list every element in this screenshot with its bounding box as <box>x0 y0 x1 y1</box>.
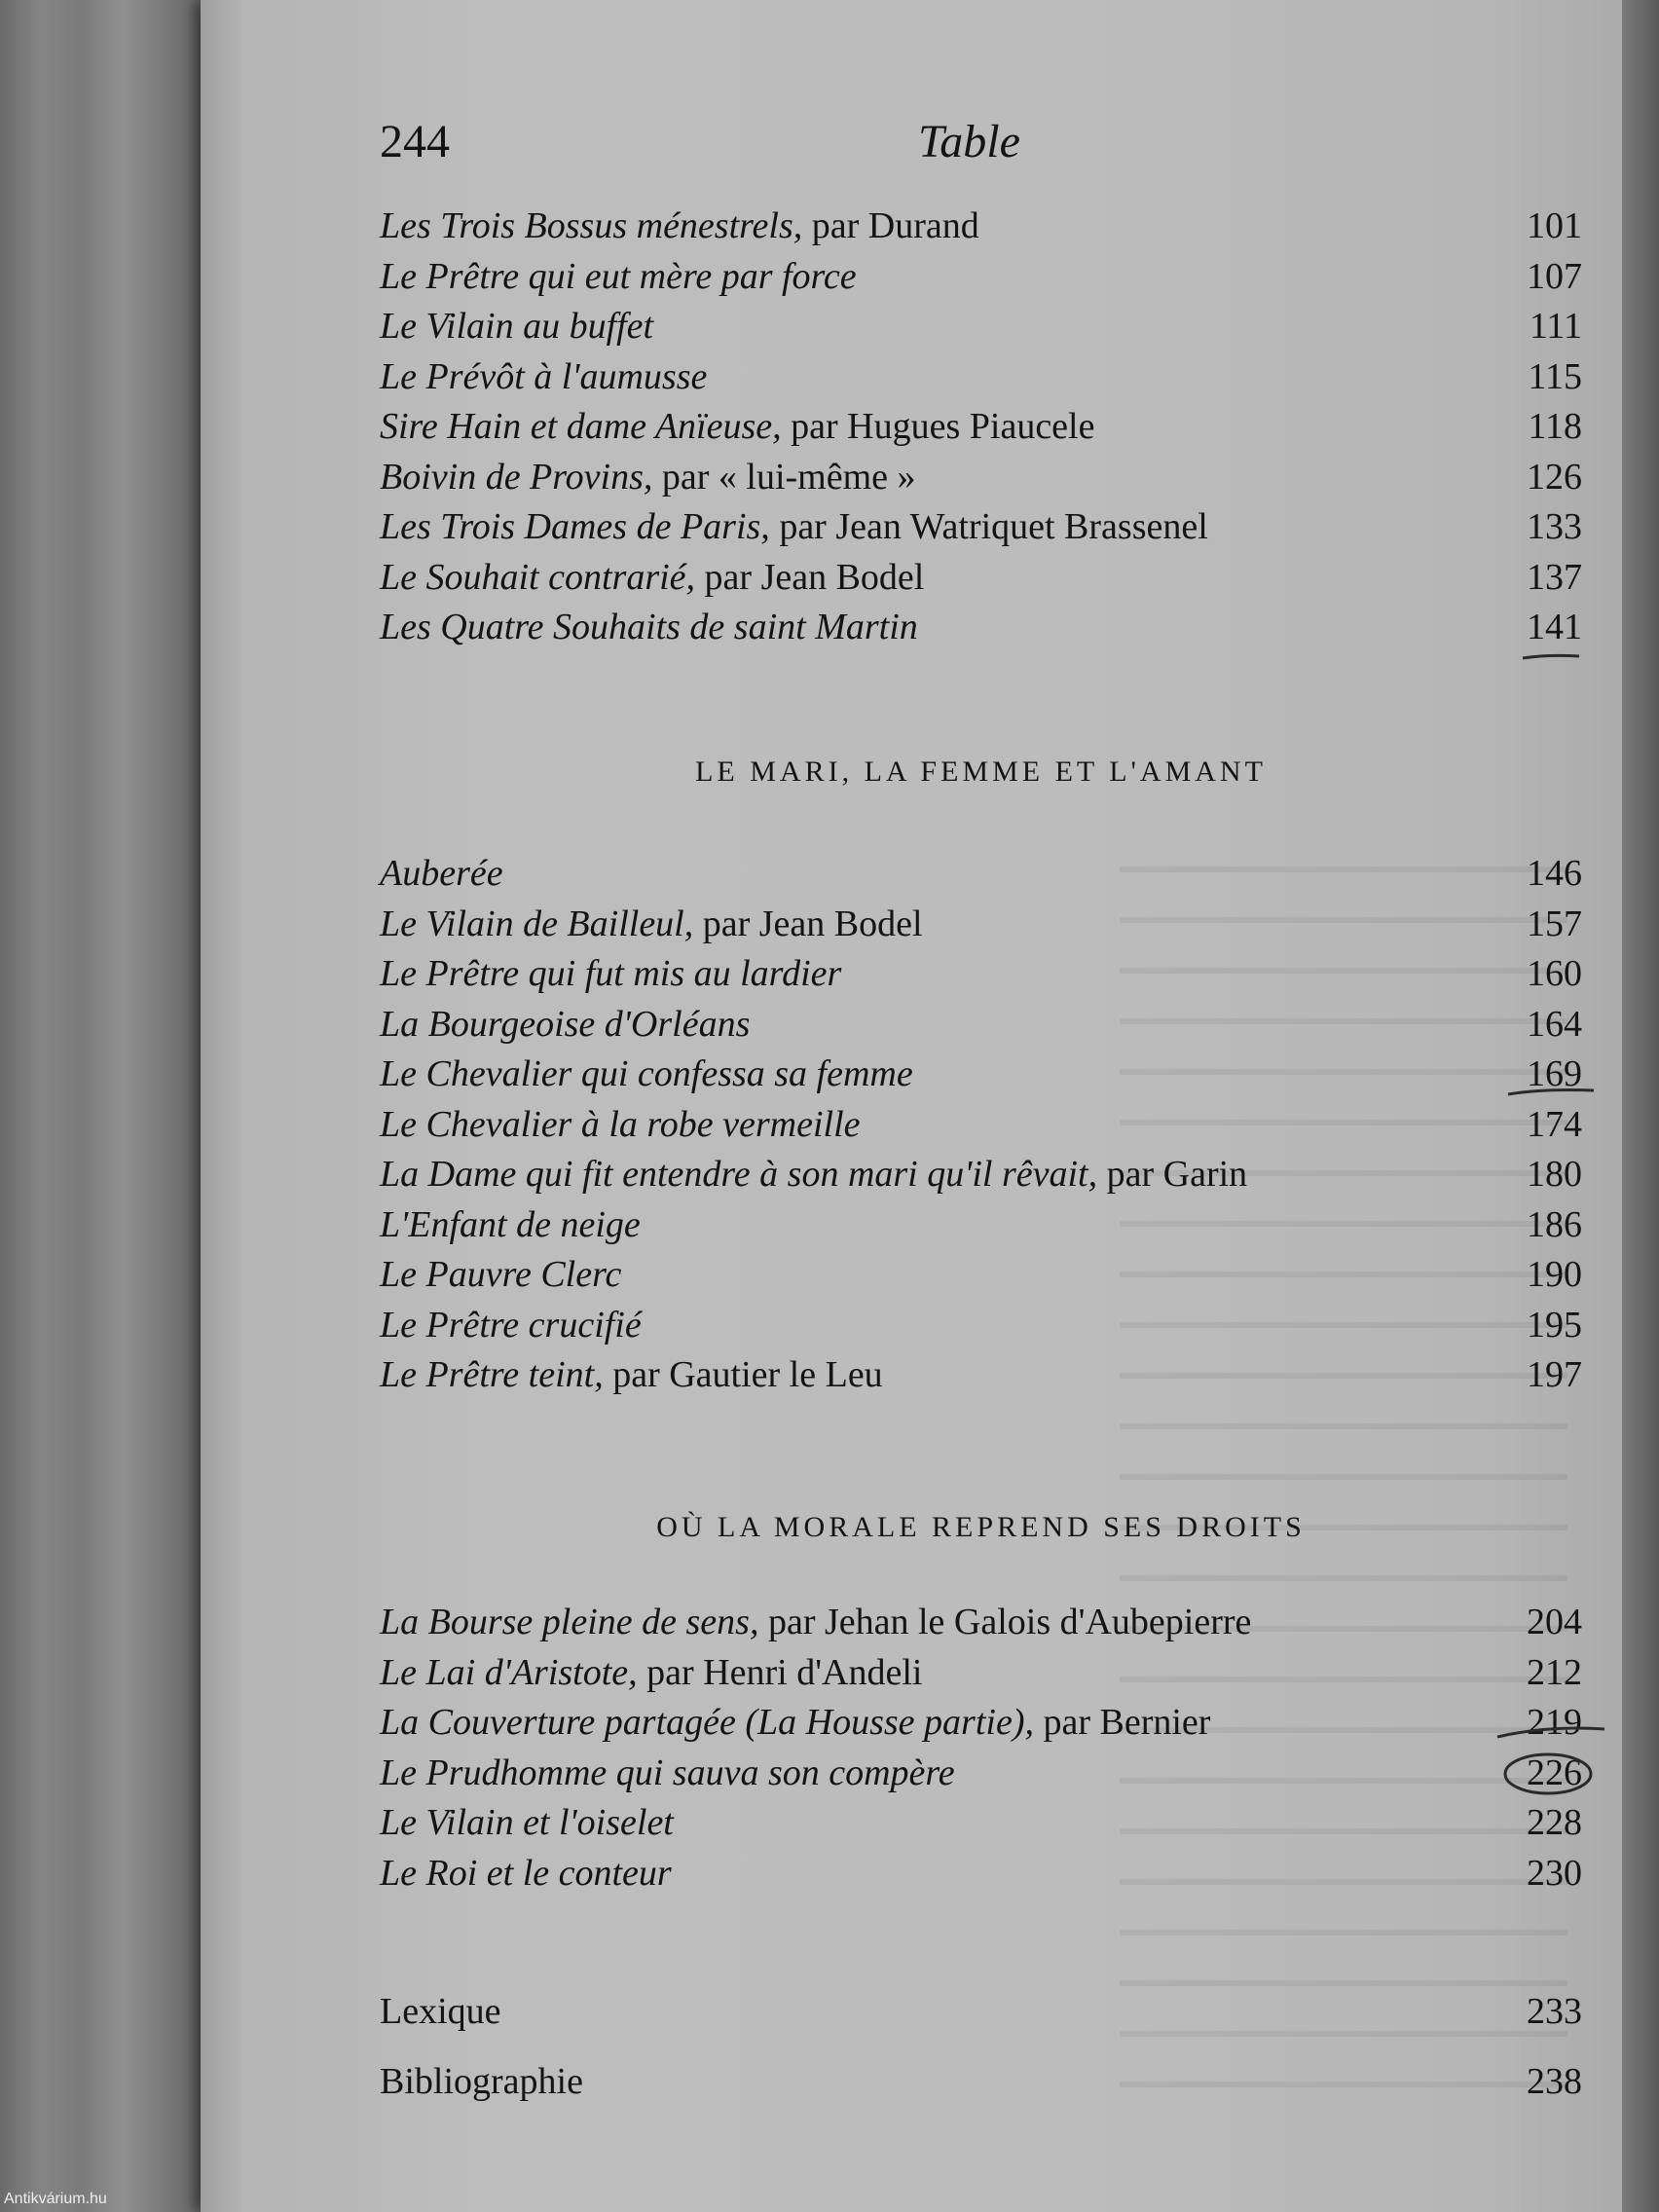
section-heading: LE MARI, LA FEMME ET L'AMANT <box>695 756 1267 788</box>
toc-entry <box>380 1100 1582 1151</box>
toc-group-1 <box>380 202 1582 653</box>
entry-page: 238 <box>1527 2060 1582 2102</box>
entry-page: 101 <box>1527 205 1582 246</box>
entry-title: Le Vilain et l'oiselet <box>380 1802 674 1843</box>
toc-entry <box>380 1798 1582 1849</box>
entry-page: 174 <box>1527 1103 1582 1145</box>
entry-author: par Henri d'Andeli <box>637 1651 923 1693</box>
entry-title: Les Quatre Souhaits de saint Martin <box>380 607 918 647</box>
toc-entry <box>380 553 1582 604</box>
toc-entry <box>380 603 1582 653</box>
entry-page: 226 <box>1527 1751 1582 1793</box>
toc-entry <box>380 502 1582 553</box>
pencil-underline-mark <box>1519 650 1587 664</box>
entry-author: par Hugues Piaucele <box>781 406 1095 447</box>
entry-page: 228 <box>1527 1802 1582 1843</box>
watermark: Antikvárium.hu <box>4 2191 107 2207</box>
toc-section-2 <box>380 849 1582 1401</box>
entry-title: La Bourgeoise d'Orléans <box>380 1003 751 1045</box>
entry-title: Bibliographie <box>380 2060 583 2102</box>
entry-title: La Bourse pleine de sens, <box>380 1602 759 1642</box>
entry-title: Le Prévôt à l'aumusse <box>380 355 708 397</box>
entry-author: par Gautier le Leu <box>603 1354 883 1395</box>
entry-page: 190 <box>1527 1254 1582 1295</box>
pencil-stroke <box>1505 1754 1591 1793</box>
entry-author: par Jean Watriquet Brassenel <box>769 506 1208 547</box>
entry-author: par Jean Bodel <box>693 903 923 944</box>
page-title: Table <box>918 116 1020 167</box>
entry-title: Le Prêtre teint, <box>380 1354 604 1395</box>
entry-page: 212 <box>1527 1651 1582 1693</box>
entry-title: Le Prêtre qui eut mère par force <box>380 255 857 297</box>
toc-entry <box>380 1749 1582 1799</box>
toc-entry <box>380 1698 1582 1749</box>
entry-title: Sire Hain et dame Anïeuse, <box>380 406 782 447</box>
toc-entry <box>380 402 1582 453</box>
entry-author: par Bernier <box>1033 1702 1211 1743</box>
entry-title: Le Chevalier qui confessa sa femme <box>380 1053 913 1094</box>
toc-entry <box>380 1150 1582 1200</box>
entry-author: par « lui-même » <box>652 456 916 498</box>
entry-title: Auberée <box>380 853 503 894</box>
pencil-stroke <box>1508 1090 1594 1095</box>
toc-entry <box>380 1301 1582 1351</box>
toc-entry <box>380 1648 1582 1699</box>
entry-author: par Jehan le Galois d'Aubepierre <box>758 1602 1252 1642</box>
entry-title: Les Trois Bossus ménestrels, <box>380 205 803 246</box>
toc-entry <box>380 2057 1582 2108</box>
entry-page: 133 <box>1527 506 1582 547</box>
entry-title: Le Lai d'Aristote, <box>380 1651 638 1693</box>
toc-entry <box>380 1987 1582 2038</box>
entry-title: Boivin de Provins, <box>380 456 653 498</box>
entry-author: par Durand <box>802 205 979 246</box>
toc-entry <box>380 1350 1582 1401</box>
entry-title: Le Roi et le conteur <box>380 1852 672 1894</box>
entry-page: 169 <box>1527 1053 1582 1094</box>
entry-page: 157 <box>1527 903 1582 944</box>
toc-entry <box>380 302 1582 352</box>
entry-page: 146 <box>1527 853 1582 894</box>
toc-backmatter <box>380 1987 1582 2107</box>
toc-entry <box>380 849 1582 900</box>
entry-page: 118 <box>1528 406 1582 447</box>
section-heading: OÙ LA MORALE REPREND SES DROITS <box>656 1511 1306 1543</box>
pencil-stroke <box>1523 655 1579 658</box>
toc-entry <box>380 352 1582 403</box>
toc-entry <box>380 1200 1582 1251</box>
book-left-edge <box>0 0 204 2212</box>
entry-page: 195 <box>1527 1304 1582 1346</box>
entry-page: 115 <box>1528 355 1582 397</box>
entry-title: Le Vilain de Bailleul, <box>380 903 694 944</box>
entry-page: 233 <box>1527 1991 1582 2032</box>
entry-title: L'Enfant de neige <box>380 1203 641 1245</box>
entry-title: La Couverture partagée (La Housse partie), <box>380 1702 1034 1743</box>
entry-title: Le Pauvre Clerc <box>380 1254 622 1295</box>
entry-author: par Garin <box>1097 1154 1248 1195</box>
toc-entry <box>380 1849 1582 1899</box>
entry-page: 219 <box>1527 1702 1582 1743</box>
entry-page: 141 <box>1527 607 1582 647</box>
book-right-edge <box>1622 0 1659 2212</box>
entry-page: 186 <box>1527 1203 1582 1245</box>
toc-entry <box>380 252 1582 303</box>
entry-page: 164 <box>1527 1003 1582 1045</box>
entry-title: Le Prêtre crucifié <box>380 1304 642 1346</box>
toc-entry <box>380 1050 1582 1100</box>
entry-author: par Jean Bodel <box>695 556 925 598</box>
entry-page: 160 <box>1527 953 1582 994</box>
entry-title: Le Chevalier à la robe vermeille <box>380 1103 861 1145</box>
page-header <box>380 115 1236 173</box>
entry-title: Le Vilain au buffet <box>380 306 654 347</box>
entry-title: Le Prudhomme qui sauva son compère <box>380 1751 955 1793</box>
entry-page: 111 <box>1529 306 1582 347</box>
toc-entry <box>380 949 1582 1000</box>
toc-entry <box>380 900 1582 950</box>
pencil-circle-mark <box>1490 1723 1626 1811</box>
entry-title: La Dame qui fit entendre à son mari qu'il rêvait, <box>380 1154 1098 1195</box>
toc-entry <box>380 202 1582 252</box>
entry-page: 204 <box>1527 1602 1582 1642</box>
entry-page: 197 <box>1527 1354 1582 1395</box>
toc-entry <box>380 1250 1582 1301</box>
toc-entry <box>380 1000 1582 1051</box>
page-number: 244 <box>380 116 450 167</box>
entry-title: Le Prêtre qui fut mis au lardier <box>380 953 842 994</box>
pencil-stroke <box>1497 1728 1604 1737</box>
entry-title: Lexique <box>380 1991 501 2032</box>
entry-page: 107 <box>1527 255 1582 297</box>
entry-page: 137 <box>1527 556 1582 598</box>
toc-section-3 <box>380 1598 1582 1899</box>
pencil-underline-mark <box>1504 1083 1602 1102</box>
toc-entry <box>380 1598 1582 1648</box>
toc-entry <box>380 453 1582 503</box>
entry-page: 180 <box>1527 1154 1582 1195</box>
entry-page: 126 <box>1527 456 1582 498</box>
entry-title: Le Souhait contrarié, <box>380 556 696 598</box>
entry-title: Les Trois Dames de Paris, <box>380 506 770 547</box>
entry-page: 230 <box>1527 1852 1582 1894</box>
